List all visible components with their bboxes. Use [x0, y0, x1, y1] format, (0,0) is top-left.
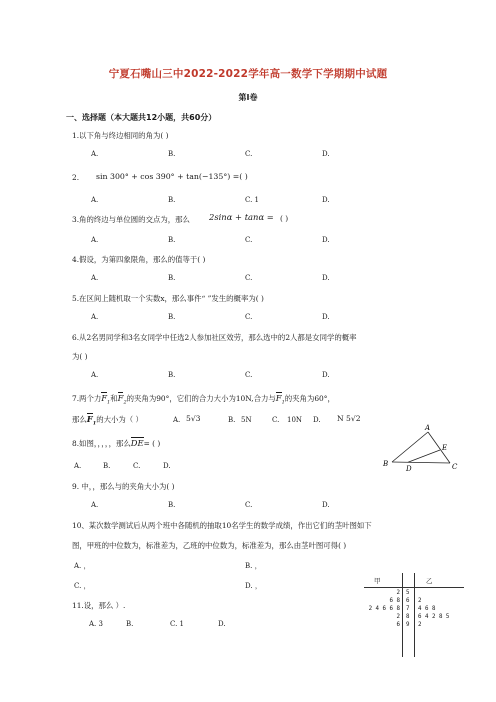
page-title: 宁夏石嘴山三中2022-2022学年高一数学下学期期中试题: [108, 68, 388, 80]
q7-f1c-subscript: 1: [92, 420, 97, 427]
q1-option-c: C.: [245, 150, 253, 158]
question-11: 11.设，那么 ）.: [72, 601, 126, 610]
question-7-line-2: [72, 414, 143, 427]
stem-leaf-row-2-stem: 6: [406, 598, 410, 604]
q7-text-c: ，它们的合力大小为10N,合力与: [169, 394, 276, 403]
q7-angle-90: 90°: [156, 394, 170, 403]
stem-leaf-row-3-stem: 7: [406, 606, 410, 612]
question-10-line-1: 10、某次数学测试后从两个班中各随机的抽取10名学生的数学成绩，作出它们的茎叶图如下: [72, 521, 372, 530]
q1-option-a: A.: [91, 150, 99, 158]
stem-leaf-row-4-stem: 8: [406, 614, 410, 620]
stem-leaf-plot: [364, 573, 464, 657]
stem-leaf-row-1-stem: 5: [406, 590, 410, 596]
q7-option-a-value: 5√3: [186, 414, 201, 423]
question-3-paren: ( ): [280, 214, 289, 223]
stem-leaf-header-right: 乙: [426, 577, 433, 585]
stem-leaf-row-5-right: 2: [418, 622, 422, 628]
stem-leaf-row-5-stem: 9: [406, 622, 410, 628]
q7-option-d-value: N 5√2: [337, 414, 361, 423]
q7-text-b: 的夹角为: [126, 394, 157, 403]
q5-option-c: C.: [245, 313, 253, 321]
q6-option-d: D.: [322, 371, 330, 379]
q8-option-d: D.: [163, 462, 171, 470]
question-6-line-1: 6.从2名男同学和3名女同学中任选2人参加社区效劳，那么选中的2人都是女同学的概率: [72, 333, 357, 342]
question-3-formula: 2sinα + tanα =: [209, 212, 274, 222]
q1-option-d: D.: [322, 150, 330, 158]
q3-option-b: B.: [168, 236, 176, 244]
q7-f2-subscript: 2: [123, 399, 127, 406]
q7-vector-f2: F: [117, 393, 124, 403]
segment-ba: [392, 432, 428, 462]
q8-paren: = ( ): [143, 439, 161, 448]
question-8: [72, 438, 160, 449]
q1-option-b: B.: [168, 150, 176, 158]
q7-vector-f1c: F: [86, 414, 93, 424]
q7-text-e: ，: [327, 394, 335, 403]
q11-option-d: D.: [218, 620, 226, 628]
question-9: 9. 中，，那么与的夹角大小为( ): [72, 482, 175, 491]
point-c-label: C: [452, 463, 458, 471]
question-1: 1.以下角与终边相同的角为( ): [72, 131, 169, 140]
q8-option-a: A.: [74, 462, 82, 470]
q6-option-c: C.: [245, 371, 253, 379]
q5-option-a: A.: [91, 313, 99, 321]
q9-option-b: B.: [168, 501, 176, 509]
q10-option-c: C. ，: [74, 582, 91, 590]
q9-option-c: C.: [245, 501, 253, 509]
q7-f1-subscript: 1: [107, 399, 111, 406]
q7-option-d: D.: [313, 416, 321, 424]
q10-option-d: D. ，: [245, 582, 262, 590]
question-7-line-1: [72, 393, 335, 406]
section-heading: 一、选择题（本大题共12小题，共60分）: [66, 113, 217, 122]
q8-vector-de: DE: [130, 438, 144, 448]
q5-option-b: B.: [168, 313, 176, 321]
question-2-formula: sin 300° + cos 390° + tan(−135°) =( ): [96, 172, 248, 181]
stem-leaf-divider-right: [414, 573, 415, 657]
q10-option-a: A. ，: [74, 562, 91, 570]
q7-vector-f1: F: [101, 393, 108, 403]
point-e-label: E: [442, 444, 448, 452]
q2-option-a: A.: [91, 196, 99, 204]
stem-leaf-row-1-left: 2: [396, 590, 400, 596]
q4-option-a: A.: [91, 274, 99, 282]
q11-option-b: B.: [126, 620, 134, 628]
q4-option-c: C.: [245, 274, 253, 282]
q7-vector-f1b: F: [275, 393, 282, 403]
q7-option-c-value: 10N: [287, 416, 303, 424]
q7-option-b: B.: [228, 416, 236, 424]
q2-option-b: B.: [168, 196, 176, 204]
q3-option-a: A.: [91, 236, 99, 244]
stem-leaf-row-5-left: 6: [396, 622, 400, 628]
q8-option-b: B.: [103, 462, 111, 470]
q7-text-and: 和: [110, 394, 118, 403]
question-5: 5.在区间上随机取一个实数x，那么事件“ ”发生的概率为( ): [72, 294, 264, 303]
volume-label: 第I卷: [238, 93, 258, 102]
point-d-label: D: [406, 465, 412, 473]
q2-option-c: C. 1: [245, 196, 260, 204]
stem-leaf-row-3-right: 4 6 8: [418, 606, 436, 612]
question-4: 4.假设，为第四象限角，那么的值等于( ): [72, 255, 206, 264]
stem-leaf-row-4-right: 6 4 2 8 5: [418, 614, 450, 620]
stem-leaf-row-2-right: 2: [418, 598, 422, 604]
stem-leaf-row-2-left: 6 8: [389, 598, 400, 604]
q3-option-d: D.: [322, 236, 330, 244]
q11-option-c: C. 1: [170, 620, 185, 628]
q5-option-d: D.: [322, 313, 330, 321]
q7-f1b-subscript: 1: [281, 399, 285, 406]
stem-leaf-header-left: 甲: [374, 577, 381, 585]
q7-text-g: 的大小为（ ）: [96, 415, 143, 424]
q4-option-d: D.: [322, 274, 330, 282]
question-2-number: 2.: [72, 173, 80, 182]
q6-option-b: B.: [168, 371, 176, 379]
q2-option-d: D.: [322, 196, 330, 204]
q7-text-a: 7.两个力: [72, 394, 102, 403]
segment-de: [408, 450, 440, 462]
stem-leaf-row-4-left: 2: [396, 614, 400, 620]
stem-leaf-divider-left: [402, 573, 403, 657]
q7-text-f: 那么: [72, 415, 87, 424]
q7-option-a: A.: [173, 416, 181, 424]
q7-option-b-value: 5N: [241, 416, 252, 424]
q7-angle-60: 60°: [314, 394, 328, 403]
q3-option-c: C.: [245, 236, 253, 244]
q11-option-a: A. 3: [89, 620, 103, 628]
question-10-line-2: 图，甲班的中位数为，标准差为，乙班的中位数为，标准差为，那么由茎叶图可得( ): [72, 541, 347, 550]
q7-option-c: C.: [272, 416, 280, 424]
question-6-line-2: 为( ): [72, 352, 88, 361]
segment-bc: [392, 462, 450, 463]
question-3-text: 3.角的终边与单位圆的交点为，那么: [72, 215, 190, 224]
q7-text-d: 的夹角为: [284, 394, 315, 403]
q8-option-c: C.: [133, 462, 141, 470]
q8-text: 8.如图，，，，，那么: [72, 439, 131, 448]
q6-option-a: A.: [91, 371, 99, 379]
triangle-figure: [378, 422, 464, 474]
q9-option-d: D.: [322, 501, 330, 509]
point-a-label: A: [425, 424, 431, 432]
stem-leaf-row-3-left: 2 4 6 6 8: [368, 606, 400, 612]
point-b-label: B: [383, 460, 389, 468]
q4-option-b: B.: [168, 274, 176, 282]
q9-option-a: A.: [91, 501, 99, 509]
q10-option-b: B. ，: [245, 562, 262, 570]
